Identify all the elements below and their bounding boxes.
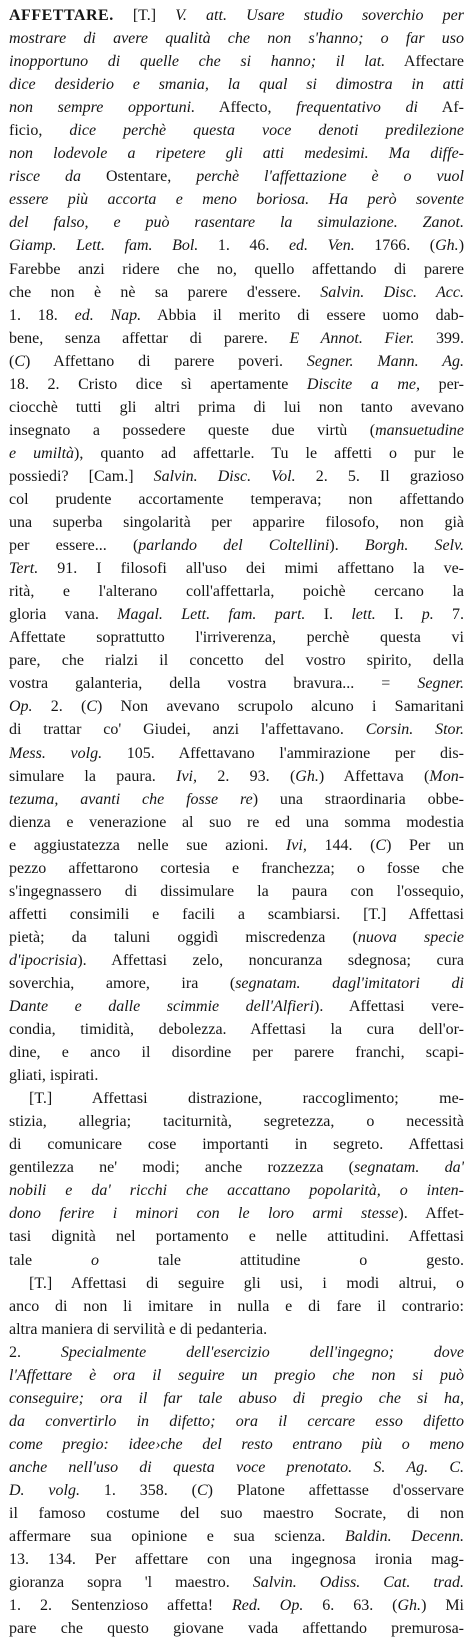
entry-line xyxy=(9,1364,464,1387)
entry-line xyxy=(9,811,464,834)
text-run: gliati, ispirati. xyxy=(9,1067,99,1085)
italic-text: anche nell'uso di questa voce prenotato. S. Ag. C. xyxy=(9,1458,464,1476)
italic-text: ed. Nap. xyxy=(74,306,142,324)
text-run: 399. xyxy=(414,329,464,347)
text-run: gloria vana. xyxy=(9,606,118,624)
text-run: ). xyxy=(329,537,365,555)
entry-line xyxy=(9,327,464,350)
entry-line xyxy=(9,742,464,765)
text-run: Affectare xyxy=(385,53,464,71)
text-run: pezzo affettarono cortesia e franchezza; o fosse che xyxy=(9,859,464,877)
text-run: I. xyxy=(305,606,352,624)
entry-line xyxy=(9,580,464,603)
italic-text: Mon- xyxy=(429,767,464,785)
text-run: per essere... ( xyxy=(9,537,139,555)
italic-text: Segner. xyxy=(417,675,464,693)
text-run: di trattar co' Giudei, anzi l'affettavano. xyxy=(9,721,366,739)
entry-line xyxy=(9,1064,464,1087)
italic-text: non sempre opportuni. xyxy=(9,99,196,117)
text-run: Abbia il merito di essere uomo dab- xyxy=(141,306,464,324)
italic-text: l'Affettare è ora il seguire un pregio che non si può xyxy=(9,1366,464,1384)
entry-line xyxy=(9,1341,464,1364)
text-run: ) xyxy=(458,237,464,255)
entry-line xyxy=(9,1110,464,1133)
italic-text: D. volg. xyxy=(9,1482,80,1499)
italic-text: Dante e dalle scimmie dell'Alfieri xyxy=(9,998,314,1016)
text-run: pare che questo giovane vada affettando premurosa- xyxy=(9,1620,464,1638)
text-run: il famoso costume del suo maestro Socrate, di non xyxy=(9,1505,464,1523)
text-run: ). Affet- xyxy=(398,1205,464,1223)
text-run: ) una straordinaria obbe- xyxy=(252,790,464,808)
italic-text: Discite a me, xyxy=(306,375,421,393)
text-run: s'ingegnassero di dissimulare la paura con l'ossequio, xyxy=(9,882,464,900)
entry-line xyxy=(9,603,464,626)
entry-line xyxy=(9,1249,464,1272)
italic-text: C xyxy=(14,352,25,370)
entry-line xyxy=(9,419,464,442)
entry-line xyxy=(9,1548,464,1571)
italic-text: nobili e da' ricchi che accattano popolarità, o inten- xyxy=(9,1182,464,1200)
entry-line xyxy=(9,1295,464,1318)
entry-line xyxy=(9,1272,464,1295)
entry-line xyxy=(9,903,464,926)
entry-line xyxy=(9,465,464,488)
entry-line xyxy=(9,718,464,741)
text-run: bene, senza affettar di parere. xyxy=(9,329,290,347)
text-run: ) Mi xyxy=(421,1597,464,1615)
italic-text: Mess. volg. xyxy=(9,744,103,762)
text-run: gentilezza ne' modi; anche rozzezza ( xyxy=(9,1159,354,1177)
italic-text: o xyxy=(91,1251,100,1269)
text-run: rità, e l'alterano coll'affettarla, poichè cercano la xyxy=(9,583,464,601)
italic-text: Ivi, xyxy=(285,836,307,854)
entry-line xyxy=(9,73,464,96)
text-run: 2. 93. ( xyxy=(197,767,296,785)
italic-text: tezuma, avanti che fosse re xyxy=(9,790,253,808)
italic-text: C xyxy=(196,1482,208,1499)
text-run: ciocchè tutti gli altri prima di lui non tanto avevano xyxy=(9,398,464,416)
text-run: col prudente accortamente temperava; non affettando xyxy=(9,490,464,508)
entry-line xyxy=(9,27,464,50)
text-run: simulare la paura. xyxy=(9,767,177,785)
entry-line xyxy=(9,1225,464,1248)
text-run: dine, e anco il disordine per parere franchi, scapi- xyxy=(9,1044,464,1062)
text-run: 7. xyxy=(433,606,464,624)
text-run: 13. 134. Per affettare con una ingegnosa ironia mag- xyxy=(9,1551,464,1569)
text-run: soverchia, amore, ira ( xyxy=(9,974,236,992)
text-run: ), quanto ad affettarle. Tu le affetti o pur le xyxy=(74,444,464,462)
italic-text: Magal. Lett. fam. part. xyxy=(117,606,306,624)
text-run: 105. Affettavano l'ammirazione per dis- xyxy=(102,744,464,762)
italic-text: Giamp. Lett. fam. Bol. xyxy=(9,237,199,255)
text-run: Farebbe anzi ridere che no, quello affettando di parere xyxy=(9,260,464,278)
entry-line xyxy=(9,165,464,188)
entry-line xyxy=(9,626,464,649)
text-run: gioranza sopra 'l maestro. xyxy=(9,1574,253,1592)
headword: AFFETTARE. xyxy=(9,7,114,24)
italic-text: Gh. xyxy=(397,1597,422,1615)
entry-line xyxy=(9,649,464,672)
italic-text: Ivi, xyxy=(176,767,197,785)
italic-text: Segner. Mann. Ag. xyxy=(306,352,464,370)
entry-line xyxy=(9,534,464,557)
text-run: Af- xyxy=(417,99,464,117)
entry-line xyxy=(9,373,464,396)
text-run: ) Affettano di parere poveri. xyxy=(25,352,307,370)
text-run: pietà; da taluni oggidì miscredenza ( xyxy=(9,928,358,946)
text-run: tale attitudine o gesto. xyxy=(99,1251,464,1269)
entry-line xyxy=(9,211,464,234)
italic-text: parlando del Coltellini xyxy=(138,537,330,555)
text-run: ) Platone affettasse d'osservare xyxy=(207,1482,464,1499)
text-run: 6. 63. ( xyxy=(303,1597,398,1615)
italic-text: mostrare di avere qualità che non s'hanno; o far uso xyxy=(9,30,464,48)
text-run: ( xyxy=(9,352,15,370)
italic-text: e umiltà xyxy=(9,444,75,462)
entry-line xyxy=(9,695,464,718)
italic-text: Tert. xyxy=(9,560,39,578)
text-run: insegnato a possedere queste due virtù ( xyxy=(9,421,376,439)
entry-line xyxy=(9,188,464,211)
italic-text: dono ferire i minori con le loro armi stesse xyxy=(9,1205,399,1223)
entry-line xyxy=(9,1617,464,1640)
entry-line xyxy=(9,396,464,419)
text-run: 1766. ( xyxy=(354,237,436,255)
text-run: ) Per un xyxy=(386,836,464,854)
entry-line xyxy=(9,350,464,373)
italic-text: inopportuno di quelle che si hanno; il lat. xyxy=(9,53,386,71)
entry-line xyxy=(9,765,464,788)
text-run: 2. ( xyxy=(32,698,87,716)
italic-text: Op. xyxy=(9,698,33,716)
italic-text: C xyxy=(86,698,97,716)
text-run: ficio, xyxy=(9,122,70,140)
italic-text: mansuetudine xyxy=(375,421,464,439)
text-run: 1. 358. ( xyxy=(79,1482,197,1499)
entry-line xyxy=(9,50,464,73)
text-run: tasi dignità nel portamento e nelle attitudini. Affettasi xyxy=(9,1228,464,1246)
italic-text: come pregio: idee›che del resto entrano più o meno xyxy=(9,1435,464,1453)
text-run: I. xyxy=(375,606,422,624)
italic-text: Baldin. Decenn. xyxy=(344,1528,464,1546)
entry-line xyxy=(9,1387,464,1410)
entry-line xyxy=(9,1433,464,1456)
entry-line xyxy=(9,788,464,811)
italic-text: Corsin. Stor. xyxy=(365,721,464,739)
italic-text: Gh. xyxy=(435,237,459,255)
entry-line xyxy=(9,857,464,880)
text-run: [T.] Affettasi distrazione, raccoglimento; me- xyxy=(29,1090,464,1108)
text-run: Affettate soprattutto l'irriverenza, perchè questa vi xyxy=(9,629,464,647)
italic-text: C xyxy=(375,836,387,854)
entry-line xyxy=(9,96,464,119)
italic-text: segnatam. dagl'imitatori di xyxy=(235,974,464,992)
italic-text: d'ipocrisia xyxy=(9,951,78,969)
italic-text: Salvin. Odiss. Cat. trad. xyxy=(252,1574,464,1592)
entry-line xyxy=(9,1594,464,1617)
text-run: 2. 5. Il grazioso xyxy=(295,467,464,485)
italic-text: Specialmente dell'esercizio dell'ingegno; dove xyxy=(60,1343,464,1361)
text-run: possiedi? [Cam.] xyxy=(9,467,154,485)
text-run: e aggiustatezza nelle sue azioni. xyxy=(9,836,286,854)
entry-line xyxy=(9,672,464,695)
entry-line xyxy=(9,1456,464,1479)
text-run: [T.] Affettasi di seguire gli usi, i modi altrui, o xyxy=(29,1274,464,1292)
text-run: Affecto, xyxy=(195,99,297,117)
entry-line xyxy=(9,972,464,995)
italic-text: V. att. Usare studio soverchio per xyxy=(175,7,464,24)
italic-text: Red. Op. xyxy=(231,1597,304,1615)
italic-text: E Annot. Fier. xyxy=(289,329,415,347)
entry-line xyxy=(9,234,464,257)
entry-line xyxy=(9,1525,464,1548)
text-run: dienza e venerazione al suo re ed una somma modestia xyxy=(9,813,464,831)
text-run: ) Affettava ( xyxy=(318,767,430,785)
entry-line xyxy=(9,1133,464,1156)
entry-headline xyxy=(9,4,464,27)
entry-line xyxy=(9,557,464,580)
text-run: pare, che rialzi il concetto del vostro spirito, della xyxy=(9,652,464,670)
entry-line xyxy=(9,488,464,511)
italic-text: ed. Ven. xyxy=(288,237,355,255)
italic-text: nuova specie xyxy=(357,928,464,946)
entry-line xyxy=(9,511,464,534)
entry-line xyxy=(9,880,464,903)
text-run: Ostentare, xyxy=(81,168,197,186)
text-run: altra maniera di servilità e di pedanteria. xyxy=(9,1320,268,1338)
entry-line xyxy=(9,1087,464,1110)
entry-line xyxy=(9,1179,464,1202)
italic-text: conseguire; ora il far tale abuso di pregio che si ha, xyxy=(9,1389,464,1407)
entry-line xyxy=(9,1410,464,1433)
text-run: una superba singolarità per apparire filosofo, non già xyxy=(9,514,464,532)
entry-line xyxy=(9,1571,464,1594)
text-run: 91. I filosofi all'uso dei mimi affettano la ve- xyxy=(38,560,464,578)
italic-text: perchè l'affettazione è o vuol xyxy=(196,168,464,186)
text-run: ). Affettasi zelo, noncuranza sdegnosa; cura xyxy=(77,951,464,969)
italic-text: Gh. xyxy=(295,767,319,785)
entry-line xyxy=(9,1202,464,1225)
text-run: anco di non li imitare in nulla e di fare il contrario: xyxy=(9,1297,464,1315)
italic-text: segnatam. da' xyxy=(354,1159,464,1177)
text-run: condia, timidità, debolezza. Affettasi la cura dell'or- xyxy=(9,1021,464,1039)
entry-line xyxy=(9,142,464,165)
entry-line xyxy=(9,834,464,857)
text-run: 18. 2. Cristo dice sì apertamente xyxy=(9,375,307,393)
entry-line xyxy=(9,119,464,142)
entry-line xyxy=(9,926,464,949)
text-run: 144. ( xyxy=(306,836,376,854)
entry-line xyxy=(9,304,464,327)
text-run: per- xyxy=(420,375,464,393)
text-run: ). Affettasi vere- xyxy=(313,998,464,1016)
text-run: tale xyxy=(9,1251,92,1269)
text-run: 2. xyxy=(9,1343,61,1361)
italic-text: essere più accorta e meno boriosa. Ha però sovente xyxy=(9,191,464,209)
italic-text: del falso, e può rasentare la simulazione. Zanot. xyxy=(9,214,464,232)
entry-line xyxy=(9,258,464,281)
text-run: stizia, allegria; taciturnità, segretezza, o necessità xyxy=(9,1113,464,1131)
italic-text: Salvin. Disc. Acc. xyxy=(320,283,464,301)
entry-line xyxy=(9,1318,464,1341)
italic-text: Borgh. Selv. xyxy=(364,537,464,555)
text-run: affetti consimili e facili a scambiarsi. [T.] Affettasi xyxy=(9,905,464,923)
entry-line xyxy=(9,1502,464,1525)
text-run: 1. 2. Sentenzioso affetta! xyxy=(9,1597,232,1615)
entry-line xyxy=(9,281,464,304)
italic-text: Salvin. Disc. Vol. xyxy=(153,467,296,485)
entry-line xyxy=(9,1156,464,1179)
text-run: vostra galanteria, della vostra bravura... = xyxy=(9,675,418,693)
italic-text: dice desiderio e smania, la qual si dimostra in atti xyxy=(9,76,464,94)
italic-text: risce da xyxy=(9,168,82,186)
entry-line xyxy=(9,949,464,972)
text-run: 1. 46. xyxy=(198,237,289,255)
text-run: 1. 18. xyxy=(9,306,75,324)
italic-text: dice perchè questa voce denoti predilezione xyxy=(69,122,464,140)
text-run: ) Non avevano scrupolo alcuno i Samaritani xyxy=(97,698,464,716)
text-run: che non è nè sa parere d'essere. xyxy=(9,283,321,301)
entry-line xyxy=(9,1041,464,1064)
italic-text: da convertirlo in difetto; ora il cercare esso difetto xyxy=(9,1412,464,1430)
entry-line xyxy=(9,1018,464,1041)
entry-line xyxy=(9,1479,464,1502)
italic-text: lett. xyxy=(351,606,376,624)
text-run: di comunicare cose importanti in segreto. Affettasi xyxy=(9,1136,464,1154)
text-run: [T.] xyxy=(113,7,176,24)
entry-line xyxy=(9,995,464,1018)
italic-text: p. xyxy=(421,606,434,624)
italic-text: non lodevole a ripetere gli atti medesimi. Ma diffe- xyxy=(9,145,464,163)
text-run: affermare sua opinione e sua scienza. xyxy=(9,1528,345,1546)
italic-text: frequentativo di xyxy=(296,99,418,117)
entry-line xyxy=(9,442,464,465)
